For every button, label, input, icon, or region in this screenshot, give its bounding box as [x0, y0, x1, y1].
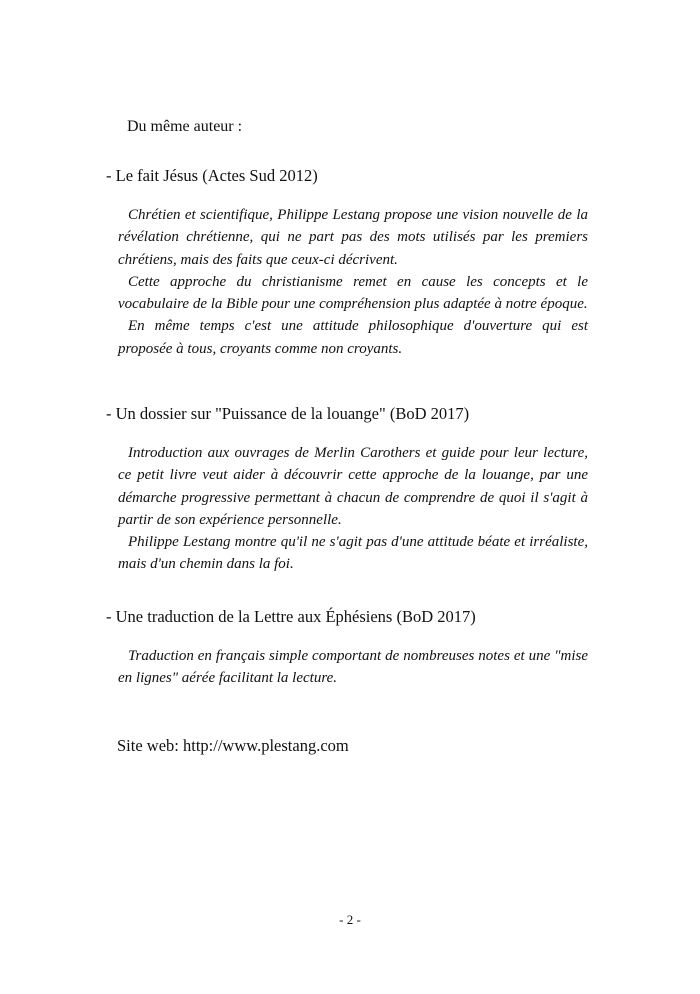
- book-description-3: [118, 645, 588, 690]
- description-paragraph: Cette approche du christianisme remet en cause les concepts et le vocabulaire de la Bible pour une compréhension plus adaptée à notre époque.: [118, 273, 588, 313]
- book-description-2: [118, 442, 588, 576]
- description-paragraph: Chrétien et scientifique, Philippe Lestang propose une vision nouvelle de la révélation chrétienne, qui ne part pas des mots utilisés par les premiers chrétiens, mais des faits que ceux-ci décrivent.: [118, 207, 588, 268]
- description-paragraph: Introduction aux ouvrages de Merlin Carothers et guide pour leur lecture, ce petit livre veut aider à découvrir cette approche de la louange, par une démarche progressive permettant à chacun de comprendre de quoi il s'agit à partir de son expérience personnelle.: [118, 445, 588, 528]
- description-paragraph: Philippe Lestang montre qu'il ne s'agit pas d'une attitude béate et irréaliste, mais d'un chemin dans la foi.: [118, 534, 588, 573]
- section-heading: Du même auteur :: [127, 118, 243, 135]
- book-title-3: - Une traduction de la Lettre aux Éphésiens (BoD 2017): [106, 607, 476, 626]
- book-description-1: [118, 204, 588, 360]
- website-line: Site web: http://www.plestang.com: [117, 736, 349, 755]
- book-title-1: - Le fait Jésus (Actes Sud 2012): [106, 166, 318, 185]
- book-title-2: - Un dossier sur "Puissance de la louange" (BoD 2017): [106, 404, 470, 423]
- description-paragraph: En même temps c'est une attitude philosophique d'ouverture qui est proposée à tous, croyants comme non croyants.: [118, 318, 588, 357]
- description-paragraph: Traduction en français simple comportant de nombreuses notes et une "mise en lignes" aérée facilitant la lecture.: [118, 648, 588, 687]
- page-number: - 2 -: [339, 912, 361, 927]
